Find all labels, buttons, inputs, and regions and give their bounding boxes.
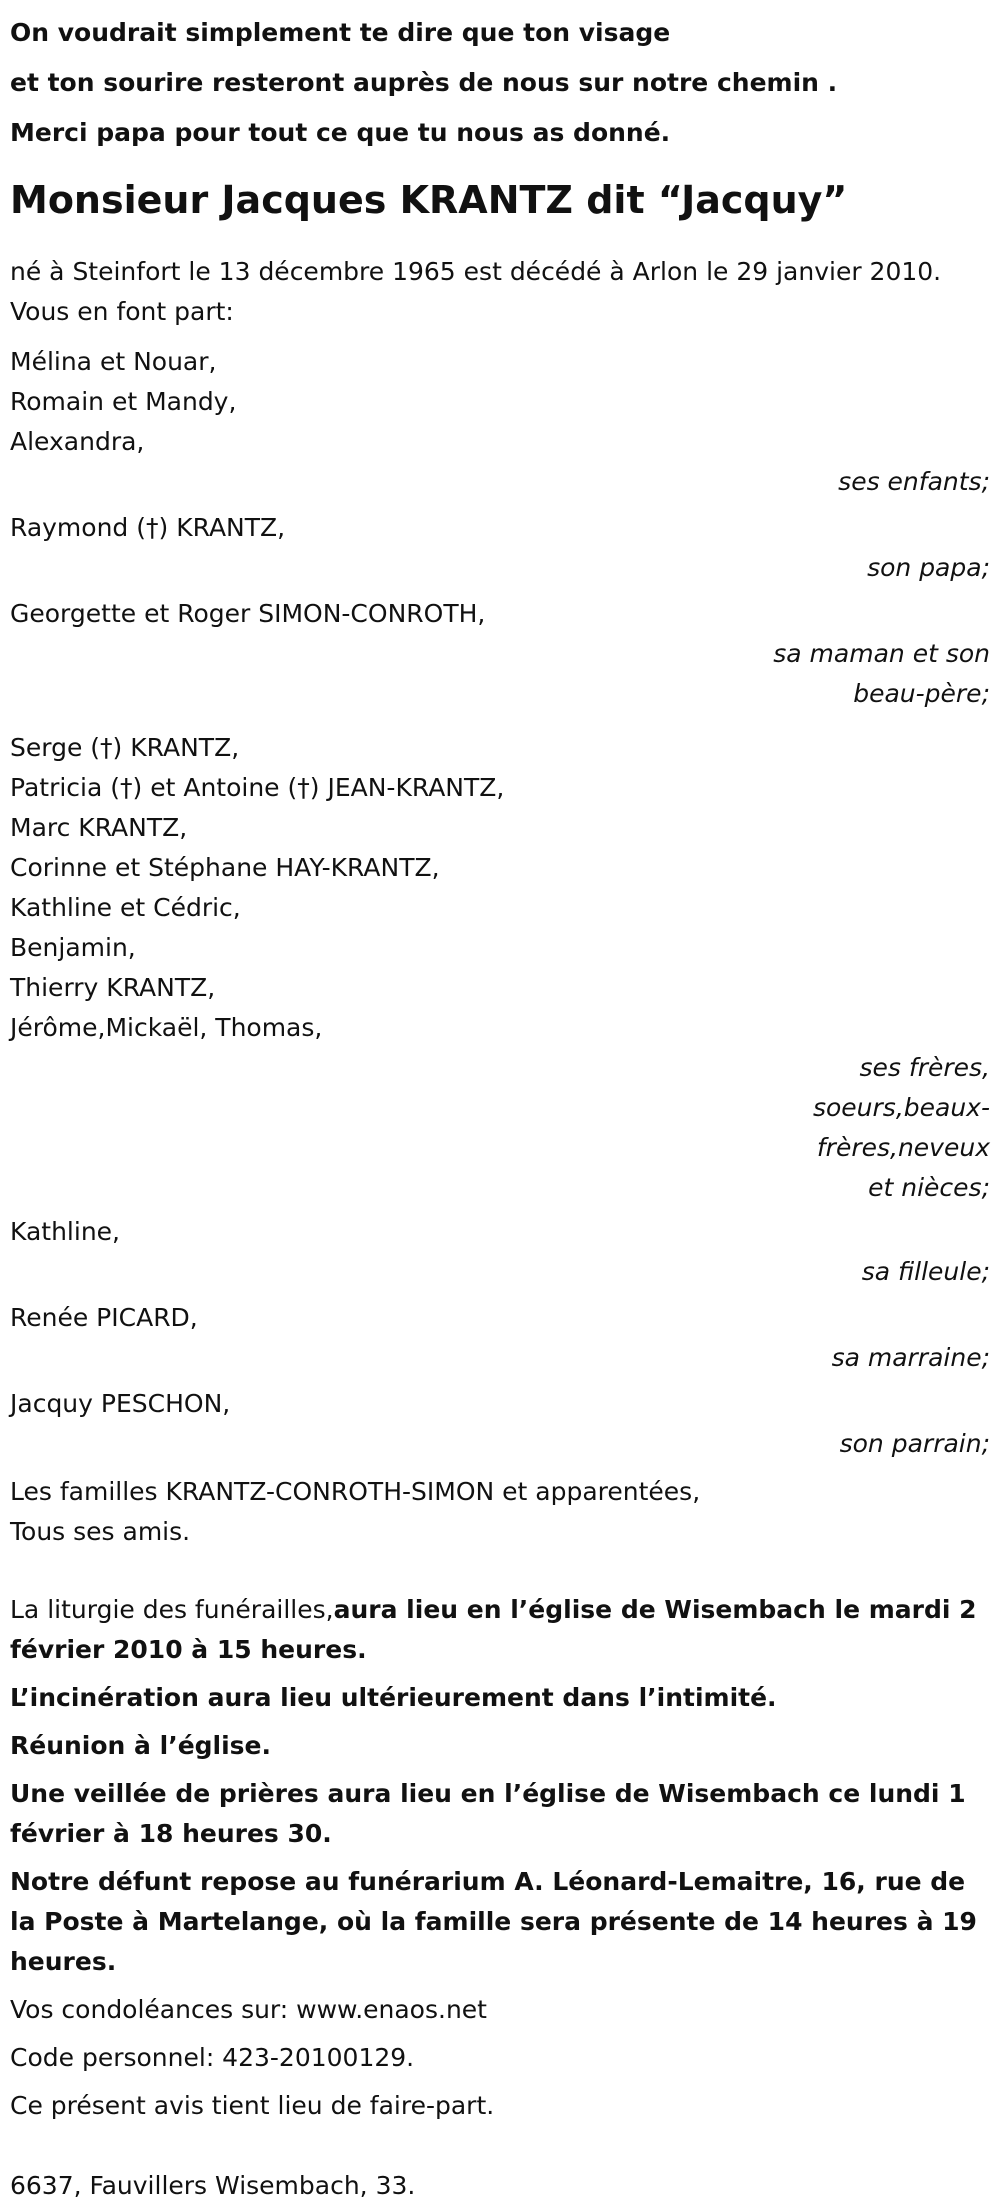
personal-code-line: Code personnel: 423-20100129. (10, 2043, 415, 2072)
intro-poem (10, 0, 990, 158)
incineration-paragraph: L’incinération aura lieu ultérieurement dans l’intimité. (10, 1683, 777, 1712)
family-role: ses enfants; (838, 467, 990, 496)
liturgy-paragraph (10, 1590, 990, 1670)
family-name: Patricia (†) et Antoine (†) JEAN-KRANTZ, (10, 773, 505, 802)
family-name: Thierry KRANTZ, (10, 973, 216, 1002)
intro-line-3: Merci papa pour tout ce que tu nous as donné. (10, 118, 671, 147)
deceased-title: Monsieur Jacques KRANTZ dit “Jacquy” (10, 178, 848, 222)
family-role: sa filleule; (861, 1257, 990, 1286)
family-role: sa marraine; (831, 1343, 990, 1372)
family-role: ses frères, soeurs,beaux-frères,neveux et nièces; (812, 1053, 990, 1202)
family-name: Corinne et Stéphane HAY-KRANTZ, (10, 853, 440, 882)
announcers-label: Vous en font part: (10, 297, 234, 326)
family-group-siblings (10, 728, 990, 1208)
family-name: Mélina et Nouar, (10, 347, 217, 376)
family-name: Serge (†) KRANTZ, (10, 733, 240, 762)
repose-paragraph: Notre défunt repose au funérarium A. Léonard-Lemaitre, 16, rue de la Poste à Martelange, où la famille sera présente de 14 heures à 19 heures. (10, 1867, 977, 1976)
family-name: Jérôme,Mickaël, Thomas, (10, 1013, 323, 1042)
intro-line-1: On voudrait simplement te dire que ton visage (10, 18, 671, 47)
condolences-line: Vos condoléances sur: www.enaos.net (10, 1995, 487, 2024)
family-name: Jacquy PESCHON, (10, 1389, 231, 1418)
family-group-godfather (10, 1384, 990, 1464)
family-name: Marc KRANTZ, (10, 813, 188, 842)
reunion-paragraph: Réunion à l’église. (10, 1731, 272, 1760)
family-role: son papa; (867, 553, 990, 582)
family-address: 6637, Fauvillers Wisembach, 33. (10, 2171, 416, 2200)
family-role: sa maman et son beau-père; (773, 639, 990, 708)
family-name: Raymond (†) KRANTZ, (10, 513, 286, 542)
family-name: Kathline et Cédric, (10, 893, 241, 922)
friends-line: Tous ses amis. (10, 1517, 191, 1546)
intro-line-2: et ton sourire resteront auprès de nous sur notre chemin . (10, 68, 838, 97)
families-line: Les familles KRANTZ-CONROTH-SIMON et apparentées, (10, 1477, 701, 1506)
family-group-children (10, 342, 990, 502)
liturgy-details: aura lieu en l’église de Wisembach le mardi 2 février 2010 à 15 heures. (10, 1595, 977, 1664)
family-name: Kathline, (10, 1217, 120, 1246)
notice-line: Ce présent avis tient lieu de faire-part. (10, 2091, 495, 2120)
family-group-goddaughter (10, 1212, 990, 1292)
family-name: Alexandra, (10, 427, 145, 456)
family-role: son parrain; (839, 1429, 990, 1458)
family-group-mother (10, 594, 990, 714)
family-name: Romain et Mandy, (10, 387, 237, 416)
liturgy-prefix: La liturgie des funérailles, (10, 1595, 334, 1624)
family-name: Benjamin, (10, 933, 136, 962)
family-name: Georgette et Roger SIMON-CONROTH, (10, 599, 486, 628)
birth-death-line: né à Steinfort le 13 décembre 1965 est décédé à Arlon le 29 janvier 2010. (10, 257, 942, 286)
vigil-paragraph: Une veillée de prières aura lieu en l’église de Wisembach ce lundi 1 février à 18 heures 30. (10, 1779, 966, 1848)
family-name: Renée PICARD, (10, 1303, 198, 1332)
families-and-friends (10, 1472, 990, 1552)
family-group-father (10, 508, 990, 588)
family-group-godmother (10, 1298, 990, 1378)
